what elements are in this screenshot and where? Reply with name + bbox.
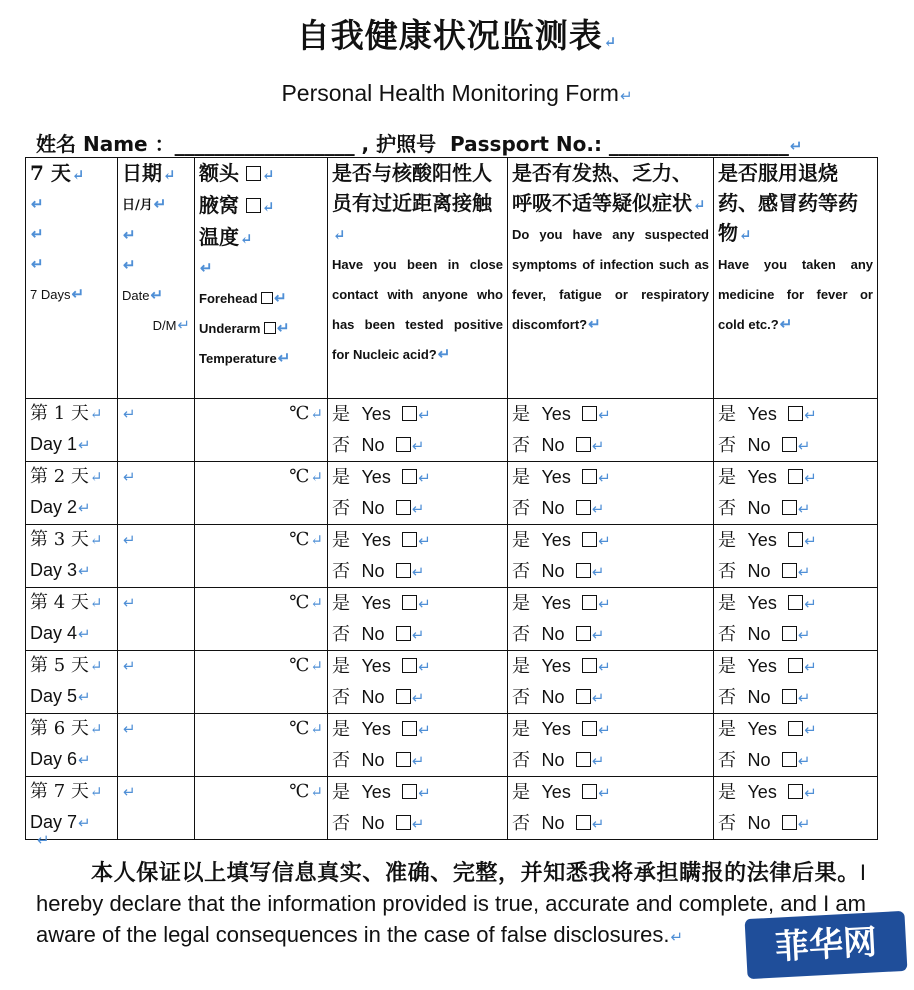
contact-yes-checkbox[interactable] — [402, 469, 417, 484]
medicine-cell — [714, 525, 878, 588]
contact-cell — [328, 714, 508, 777]
medicine-cell — [714, 714, 878, 777]
contact-yes-option[interactable]: 是 Yes ↵ — [332, 530, 431, 551]
contact-no-checkbox[interactable] — [396, 815, 411, 830]
symptoms-no-checkbox[interactable] — [576, 626, 591, 641]
header-medicine: 是否服用退烧药、感冒药等药物↵ Have you taken any medicine for fever or cold etc.?↵ — [714, 158, 878, 399]
contact-yes-checkbox[interactable] — [402, 721, 417, 736]
medicine-yes-checkbox[interactable] — [788, 721, 803, 736]
symptoms-yes-checkbox[interactable] — [582, 595, 597, 610]
medicine-yes-option[interactable]: 是 Yes ↵ — [718, 719, 817, 740]
symptoms-cell — [508, 651, 714, 714]
symptoms-yes-option[interactable]: 是 Yes ↵ — [512, 530, 611, 551]
medicine-yes-option[interactable]: 是 Yes ↵ — [718, 404, 817, 425]
contact-yes-checkbox[interactable] — [402, 784, 417, 799]
day-cell: 第 7 天↵ Day 7↵ — [26, 777, 118, 840]
date-cell[interactable]: ↵ — [118, 651, 195, 714]
contact-no-checkbox[interactable] — [396, 689, 411, 704]
medicine-cell — [714, 462, 878, 525]
symptoms-yes-option[interactable]: 是 Yes ↵ — [512, 719, 611, 740]
symptoms-yes-option[interactable]: 是 Yes ↵ — [512, 656, 611, 677]
temperature-cell[interactable]: ℃↵ — [195, 399, 328, 462]
date-cell[interactable]: ↵ — [118, 525, 195, 588]
contact-no-checkbox[interactable] — [396, 626, 411, 641]
contact-cell — [328, 651, 508, 714]
symptoms-yes-checkbox[interactable] — [582, 658, 597, 673]
contact-no-checkbox[interactable] — [396, 563, 411, 578]
date-cell[interactable]: ↵ — [118, 462, 195, 525]
symptoms-no-checkbox[interactable] — [576, 815, 591, 830]
table-row — [26, 399, 878, 462]
header-date: 日期↵ 日/月↵ ↵ ↵ Date↵ D/M↵ — [118, 158, 195, 399]
contact-cell — [328, 399, 508, 462]
contact-no-option[interactable]: 否 No ↵ — [332, 498, 425, 519]
symptoms-yes-option[interactable]: 是 Yes ↵ — [512, 467, 611, 488]
symptoms-no-option[interactable]: 否 No ↵ — [512, 435, 605, 456]
monitoring-table — [25, 157, 878, 840]
contact-yes-option[interactable]: 是 Yes ↵ — [332, 404, 431, 425]
medicine-no-option[interactable]: 否 No ↵ — [718, 561, 811, 582]
contact-cell — [328, 588, 508, 651]
medicine-yes-checkbox[interactable] — [788, 406, 803, 421]
symptoms-cell — [508, 777, 714, 840]
temperature-cell[interactable]: ℃↵ — [195, 714, 328, 777]
declaration: 本人保证以上填写信息真实、准确、完整，并知悉我将承担瞒报的法律后果。I hereby declare that the information provided is true, accurate and complete, and I am aware of the legal consequences in the case of false disclosures.↵ — [36, 860, 866, 947]
day-cell: 第 4 天↵ Day 4↵ — [26, 588, 118, 651]
medicine-yes-option[interactable]: 是 Yes ↵ — [718, 530, 817, 551]
contact-yes-option[interactable]: 是 Yes ↵ — [332, 719, 431, 740]
medicine-cell — [714, 399, 878, 462]
temperature-cell[interactable]: ℃↵ — [195, 651, 328, 714]
header-contact: 是否与核酸阳性人员有过近距离接触↵ Have you been in close contact with anyone who has been tested positive for Nucleic acid?↵ — [328, 158, 508, 399]
medicine-no-checkbox[interactable] — [782, 563, 797, 578]
medicine-cell — [714, 651, 878, 714]
symptoms-cell — [508, 714, 714, 777]
symptoms-yes-checkbox[interactable] — [582, 784, 597, 799]
date-cell[interactable]: ↵ — [118, 714, 195, 777]
symptoms-no-checkbox[interactable] — [576, 689, 591, 704]
temperature-cell[interactable]: ℃↵ — [195, 525, 328, 588]
medicine-no-option[interactable]: 否 No ↵ — [718, 687, 811, 708]
date-cell[interactable]: ↵ — [118, 777, 195, 840]
medicine-no-option[interactable]: 否 No ↵ — [718, 750, 811, 771]
medicine-yes-checkbox[interactable] — [788, 532, 803, 547]
contact-no-checkbox[interactable] — [396, 500, 411, 515]
medicine-no-option[interactable]: 否 No ↵ — [718, 624, 811, 645]
symptoms-cell — [508, 462, 714, 525]
contact-no-option[interactable]: 否 No ↵ — [332, 813, 425, 834]
contact-no-option[interactable]: 否 No ↵ — [332, 750, 425, 771]
header-day: 7 天↵ ↵ ↵ ↵ 7 Days↵ — [26, 158, 118, 399]
contact-no-option[interactable]: 否 No ↵ — [332, 435, 425, 456]
contact-no-option[interactable]: 否 No ↵ — [332, 687, 425, 708]
medicine-no-checkbox[interactable] — [782, 689, 797, 704]
medicine-no-checkbox[interactable] — [782, 752, 797, 767]
table-row — [26, 462, 878, 525]
medicine-yes-checkbox[interactable] — [788, 469, 803, 484]
symptoms-cell — [508, 588, 714, 651]
contact-yes-option[interactable]: 是 Yes ↵ — [332, 467, 431, 488]
symptoms-yes-option[interactable]: 是 Yes ↵ — [512, 593, 611, 614]
underarm-checkbox[interactable] — [246, 198, 261, 213]
symptoms-yes-option[interactable]: 是 Yes ↵ — [512, 404, 611, 425]
symptoms-no-option[interactable]: 否 No ↵ — [512, 813, 605, 834]
symptoms-no-option[interactable]: 否 No ↵ — [512, 498, 605, 519]
contact-yes-option[interactable]: 是 Yes ↵ — [332, 656, 431, 677]
day-cell: 第 2 天↵ Day 2↵ — [26, 462, 118, 525]
contact-no-option[interactable]: 否 No ↵ — [332, 624, 425, 645]
day-cell: 第 6 天↵ Day 6↵ — [26, 714, 118, 777]
form-title: 自我健康状况监测表↵ — [296, 16, 618, 55]
symptoms-yes-checkbox[interactable] — [582, 721, 597, 736]
table-row — [26, 525, 878, 588]
table-row — [26, 714, 878, 777]
contact-cell — [328, 525, 508, 588]
contact-yes-checkbox[interactable] — [402, 532, 417, 547]
date-cell[interactable]: ↵ — [118, 399, 195, 462]
temperature-cell[interactable]: ℃↵ — [195, 588, 328, 651]
header-temperature: 额头 ↵ 腋窝 ↵ 温度↵ ↵ Forehead ↵ Underarm ↵ Temperature↵ — [195, 158, 328, 399]
contact-cell — [328, 777, 508, 840]
medicine-yes-option[interactable]: 是 Yes ↵ — [718, 467, 817, 488]
temperature-cell[interactable]: ℃↵ — [195, 462, 328, 525]
medicine-yes-checkbox[interactable] — [788, 595, 803, 610]
symptoms-yes-checkbox[interactable] — [582, 469, 597, 484]
contact-no-checkbox[interactable] — [396, 437, 411, 452]
contact-no-option[interactable]: 否 No ↵ — [332, 561, 425, 582]
day-cell: 第 1 天↵ Day 1↵ — [26, 399, 118, 462]
symptoms-no-option[interactable]: 否 No ↵ — [512, 561, 605, 582]
symptoms-no-option[interactable]: 否 No ↵ — [512, 624, 605, 645]
watermark-logo: 菲华网 — [745, 911, 908, 979]
medicine-no-option[interactable]: 否 No ↵ — [718, 435, 811, 456]
date-cell[interactable]: ↵ — [118, 588, 195, 651]
symptoms-cell — [508, 525, 714, 588]
contact-yes-option[interactable]: 是 Yes ↵ — [332, 782, 431, 803]
day-cell: 第 5 天↵ Day 5↵ — [26, 651, 118, 714]
symptoms-yes-option[interactable]: 是 Yes ↵ — [512, 782, 611, 803]
contact-yes-checkbox[interactable] — [402, 658, 417, 673]
medicine-no-checkbox[interactable] — [782, 437, 797, 452]
form-subtitle: Personal Health Monitoring Form↵ — [281, 80, 633, 106]
contact-yes-checkbox[interactable] — [402, 406, 417, 421]
medicine-cell — [714, 588, 878, 651]
medicine-yes-checkbox[interactable] — [788, 784, 803, 799]
table-row — [26, 588, 878, 651]
symptoms-yes-checkbox[interactable] — [582, 406, 597, 421]
medicine-no-checkbox[interactable] — [782, 815, 797, 830]
header-symptoms: 是否有发热、乏力、呼吸不适等疑似症状↵ Do you have any suspected symptoms of infection such as fever, fatigue or respiratory discomfort?↵ — [508, 158, 714, 399]
header-row — [26, 158, 878, 399]
symptoms-no-checkbox[interactable] — [576, 437, 591, 452]
table-row — [26, 651, 878, 714]
symptoms-yes-checkbox[interactable] — [582, 532, 597, 547]
paragraph-mark: ↵ — [37, 831, 50, 849]
table-row — [26, 777, 878, 840]
contact-cell — [328, 462, 508, 525]
contact-no-checkbox[interactable] — [396, 752, 411, 767]
name-passport-line[interactable]: 姓名 Name ：__________________ , 护照号 Passport No.: __________________↵ — [36, 132, 803, 156]
medicine-no-option[interactable]: 否 No ↵ — [718, 498, 811, 519]
medicine-yes-option[interactable]: 是 Yes ↵ — [718, 782, 817, 803]
forehead-checkbox[interactable] — [246, 166, 261, 181]
symptoms-no-checkbox[interactable] — [576, 500, 591, 515]
symptoms-no-checkbox[interactable] — [576, 752, 591, 767]
symptoms-no-checkbox[interactable] — [576, 563, 591, 578]
day-cell: 第 3 天↵ Day 3↵ — [26, 525, 118, 588]
medicine-yes-checkbox[interactable] — [788, 658, 803, 673]
symptoms-no-option[interactable]: 否 No ↵ — [512, 687, 605, 708]
medicine-yes-option[interactable]: 是 Yes ↵ — [718, 593, 817, 614]
medicine-cell — [714, 777, 878, 840]
temperature-cell[interactable]: ℃↵ — [195, 777, 328, 840]
medicine-yes-option[interactable]: 是 Yes ↵ — [718, 656, 817, 677]
contact-yes-checkbox[interactable] — [402, 595, 417, 610]
medicine-no-checkbox[interactable] — [782, 626, 797, 641]
symptoms-cell — [508, 399, 714, 462]
contact-yes-option[interactable]: 是 Yes ↵ — [332, 593, 431, 614]
medicine-no-checkbox[interactable] — [782, 500, 797, 515]
medicine-no-option[interactable]: 否 No ↵ — [718, 813, 811, 834]
symptoms-no-option[interactable]: 否 No ↵ — [512, 750, 605, 771]
